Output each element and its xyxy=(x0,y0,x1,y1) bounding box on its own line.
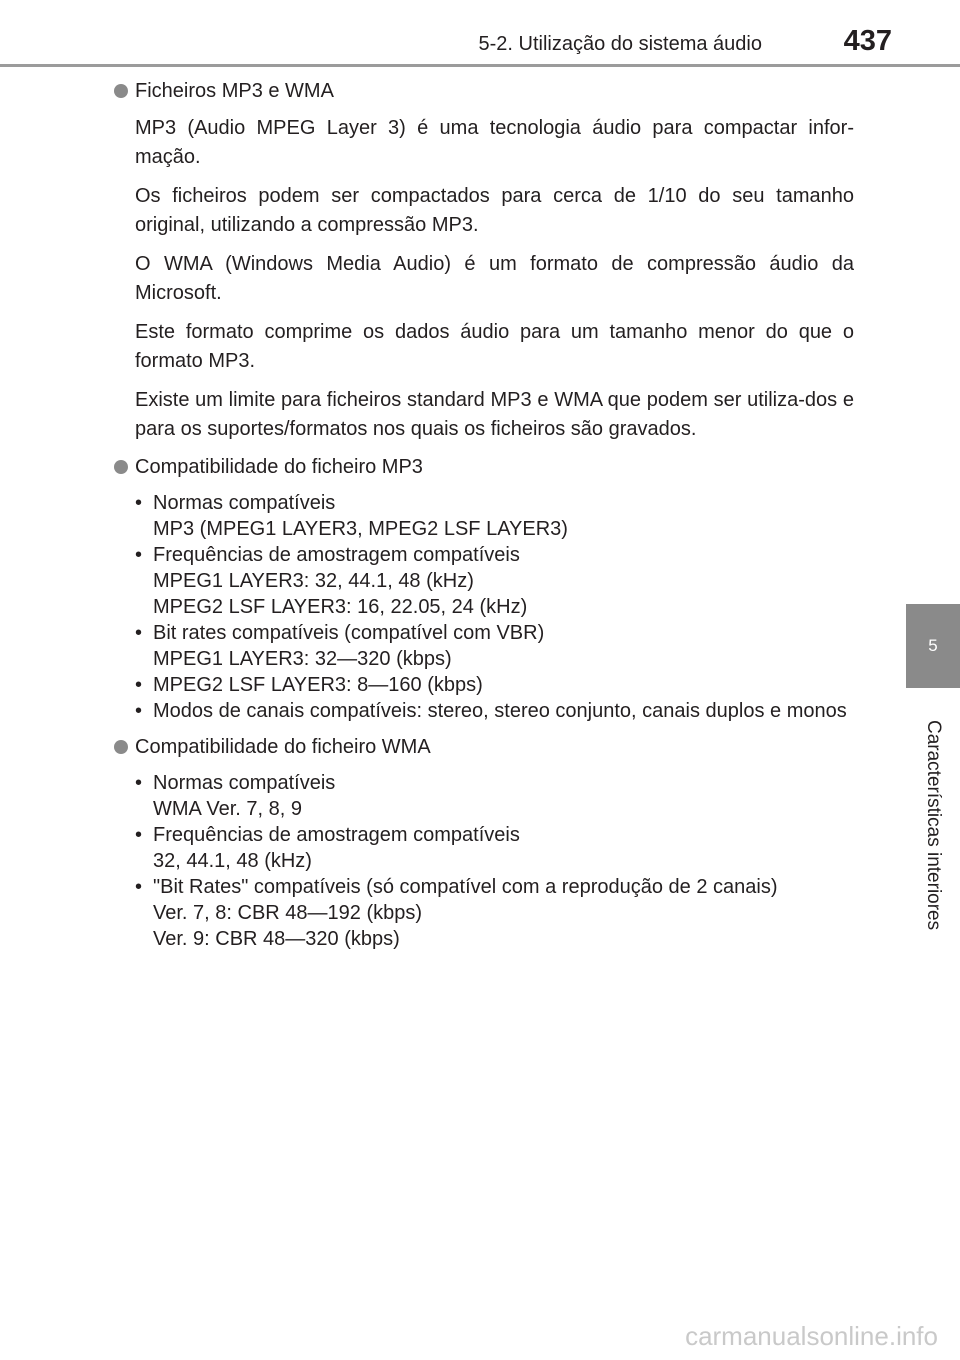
page-header xyxy=(0,0,960,66)
list-item: • "Bit Rates" compatíveis (só compatível com a reprodução de 2 canais) Ver. 7, 8: CBR 48—192 (kbps) Ver. 9: CBR 48—320 (kbps) xyxy=(135,874,854,952)
bullet-dot-icon xyxy=(114,84,128,98)
chapter-tab-number: 5 xyxy=(928,636,938,655)
paragraph: Existe um limite para ficheiros standard MP3 e WMA que podem ser utiliza-dos e para os suportes/formatos nos quais os ficheiros são gravados. xyxy=(135,389,854,440)
chapter-label-text: Características interiores xyxy=(923,719,944,931)
list-item: • Frequências de amostragem compatíveis MPEG1 LAYER3: 32, 44.1, 48 (kHz) MPEG2 LSF LAYER3: 16, 22.05, 24 (kHz) xyxy=(135,542,854,620)
chapter-label xyxy=(906,690,960,960)
section-heading: Compatibilidade do ficheiro WMA xyxy=(113,734,854,760)
footer-watermark[interactable]: carmanualsonline.info xyxy=(685,1321,938,1351)
list-item: • Normas compatíveis MP3 (MPEG1 LAYER3, MPEG2 LSF LAYER3) xyxy=(135,490,854,542)
section-heading: Compatibilidade do ficheiro MP3 xyxy=(113,454,854,480)
paragraph: Os ficheiros podem ser compactados para cerca de 1/10 do seu tamanho original, utilizando a compressão MP3. xyxy=(135,185,854,236)
page-content xyxy=(113,78,854,962)
list-item: • Bit rates compatíveis (compatível com VBR) MPEG1 LAYER3: 32—320 (kbps) xyxy=(135,620,854,672)
paragraph: Este formato comprime os dados áudio para um tamanho menor do que o formato MP3. xyxy=(135,321,854,372)
bullet-dot-icon xyxy=(114,460,128,474)
chapter-tab[interactable] xyxy=(906,604,960,688)
list-item: • MPEG2 LSF LAYER3: 8—160 (kbps) xyxy=(135,672,854,698)
list-item: • Frequências de amostragem compatíveis 32, 44.1, 48 (kHz) xyxy=(135,822,854,874)
list-item: • Modos de canais compatíveis: stereo, stereo conjunto, canais duplos e monos xyxy=(135,698,854,724)
paragraph: MP3 (Audio MPEG Layer 3) é uma tecnologia áudio para compactar infor-mação. xyxy=(135,117,854,168)
paragraph: O WMA (Windows Media Audio) é um formato de compressão áudio da Microsoft. xyxy=(135,253,854,304)
header-rule xyxy=(0,64,960,67)
page-number: 437 xyxy=(843,25,892,57)
bullet-dot-icon xyxy=(114,740,128,754)
list-item: • Normas compatíveis WMA Ver. 7, 8, 9 xyxy=(135,770,854,822)
header-title: 5-2. Utilização do sistema áudio xyxy=(478,33,762,55)
bullet-list xyxy=(135,770,854,952)
section-heading: Ficheiros MP3 e WMA xyxy=(113,78,854,104)
bullet-list xyxy=(135,490,854,724)
